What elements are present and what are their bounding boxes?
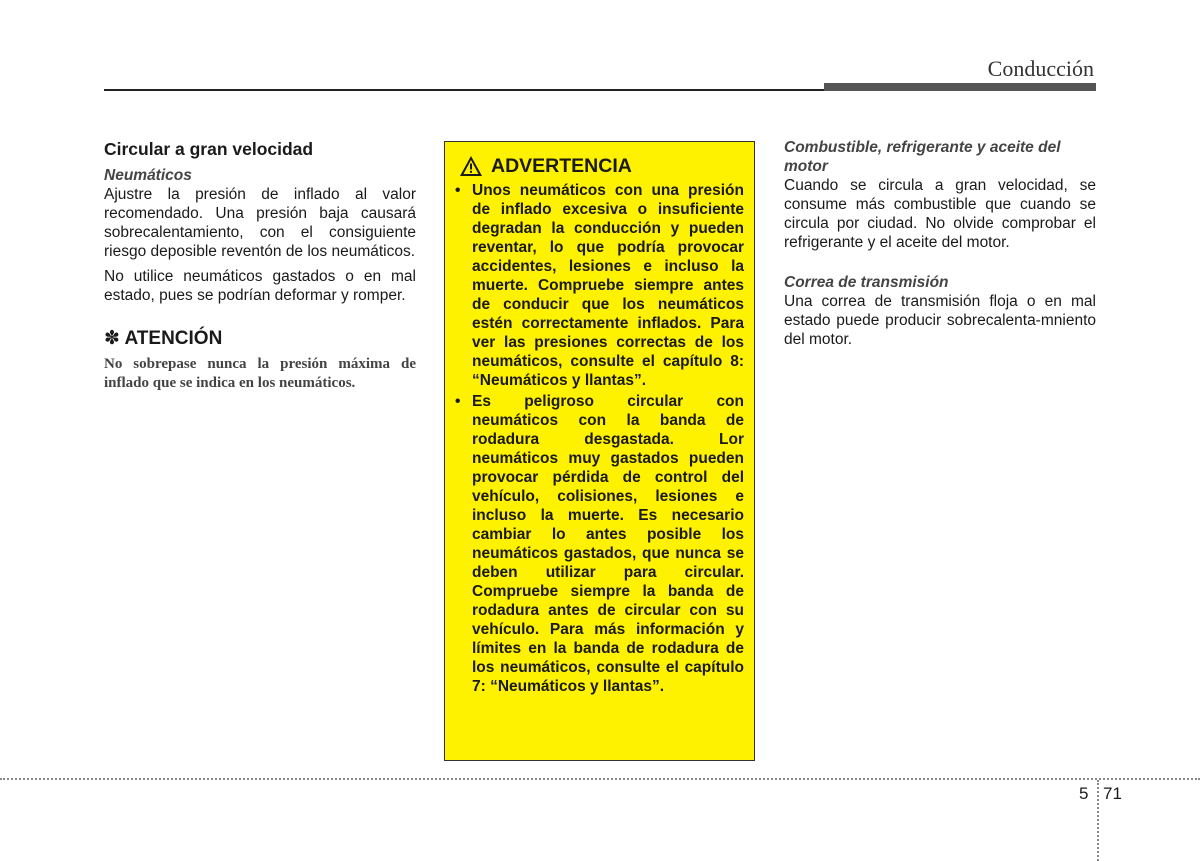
subheading-belt: Correa de transmisión xyxy=(784,274,949,291)
warning-header xyxy=(455,154,744,178)
chapter-number: 5 xyxy=(1079,784,1089,803)
paragraph-fuel: Cuando se circula a gran velocidad, se consume más combustible que cuando se circula por ciudad. No olvide comprobar el refrigerante y el aceite del motor. xyxy=(784,177,1096,251)
attention-body: No sobrepase nunca la presión máxima de inflado que se indica en los neumáticos. xyxy=(104,356,416,391)
page-number-divider xyxy=(1097,780,1099,861)
warning-item xyxy=(455,392,744,696)
subheading-tyres: Neumáticos xyxy=(104,167,192,184)
subheading-fuel: Combustible, refrigerante y aceite del motor xyxy=(784,139,1061,175)
attention-heading: ✽ ATENCIÓN xyxy=(104,328,223,349)
warning-item-text: Es peligroso circular con neumáticos con la banda de rodadura desgastada. Lor neumáticos muy gastados pueden provocar pérdida de control del vehículo, colisiones, lesiones e incluso la muerte. Es necesario cambiar lo antes posible los neumáticos gastados, que nunca se deben utilizar para circular. Compruebe siempre la banda de rodadura antes de circular con su vehículo. Para más información y límites en la banda de rodadura de los neumáticos, consulte el capítulo 7: “Neumáticos y llantas”. xyxy=(472,393,744,695)
warning-title: ADVERTENCIA xyxy=(491,155,632,177)
warning-item-text: Unos neumáticos con una presión de inflado excesiva o insuficiente degradan la conducción y pueden reventar, lo que podría provocar accidentes, lesiones e incluso la muerte. Compruebe siempre antes de conducir que los neumáticos estén correctamente inflados. Para ver las presiones correctas de los neumáticos, consulte el capítulo 8: “Neumáticos y llantas”. xyxy=(472,182,744,389)
warning-list xyxy=(455,181,744,696)
warning-item xyxy=(455,181,744,390)
paragraph-worn-tyres: No utilice neumáticos gastados o en mal estado, pues se podrían deformar y romper. xyxy=(104,268,416,304)
page-number: 71 xyxy=(1103,784,1122,803)
header-rule xyxy=(104,89,824,91)
bullet: • xyxy=(455,393,461,410)
left-column xyxy=(104,138,416,393)
right-column xyxy=(784,138,1096,355)
paragraph-pressure: Ajustre la presión de inflado al valor recomendado. Una presión baja causará sobrecalentamiento, con el consiguiente riesgo deposible reventón de los neumáticos. xyxy=(104,186,416,260)
warning-box xyxy=(444,141,755,761)
section-heading: Circular a gran velocidad xyxy=(104,139,314,159)
bullet: • xyxy=(455,182,461,199)
paragraph-belt: Una correa de transmisión floja o en mal estado puede producir sobrecalenta-mniento del motor. xyxy=(784,293,1096,348)
warning-triangle-icon xyxy=(459,155,483,177)
footer-divider xyxy=(0,778,1200,780)
page-header-title: Conducción xyxy=(987,56,1094,81)
header-rule-accent xyxy=(824,83,1096,91)
